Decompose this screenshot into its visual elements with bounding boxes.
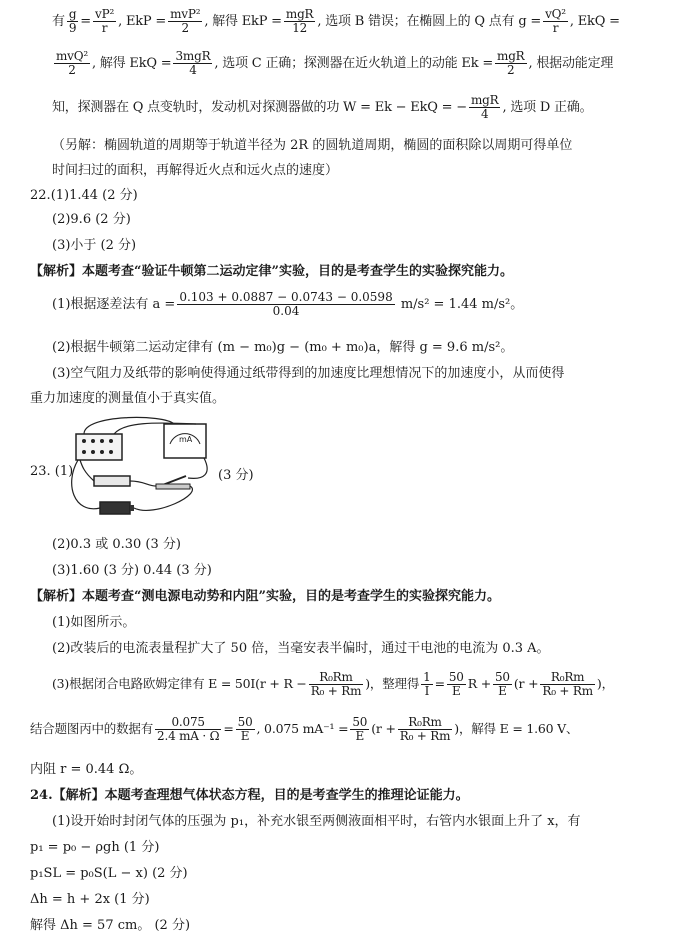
wire [80,460,94,481]
top-line-4: （另解：椭圆轨道的周期等于轨道半径为 2R 的圆轨道周期，椭圆的面积除以周期可得单位 [52,138,573,153]
fraction: $\frac{\text{R₀Rm}}{\text{R₀ + Rm}}$ [310,670,362,698]
switch-base [156,484,190,489]
q23-answer-3: (3)1.60 (3 分) 0.44 (3 分) [52,563,212,578]
q24-step-1: (1)设开始时封闭气体的压强为 p₁，补充水银至两侧液面相平时，右管内水银面上升了 x，有 [52,814,581,829]
q22-answer-2: (2)9.6 (2 分) [52,212,131,227]
q24-eq-3: Δh = h + 2x (1 分) [30,892,150,907]
battery-terminal [130,505,134,511]
top-line-2: $\frac{\text{mvQ²}}{2}$ , 解得 EkQ = $\frac{\text{3mgR}}{4}$ , 选项 C 正确；探测器在近火轨道上的动能 Ek = $\frac{\text{mgR}}{2}$ , 根据动能定理 [56,49,614,77]
fraction: $\frac{50}{E}$ [448,670,464,698]
fraction: $\frac{\text{R₀Rm}}{\text{R₀ + Rm}}$ [542,670,593,698]
question-number: 22. [30,188,51,203]
fraction: $\frac{g}{9}$ [68,7,77,35]
analysis-tag: 【解析】 [30,589,83,604]
q24-eq-2: p₁SL = p₀S(L − x) (2 分) [30,866,188,881]
fraction: $\frac{\text{mvQ²}}{2}$ [56,49,89,77]
q23-answer-2: (2)0.3 或 0.30 (3 分) [52,537,181,552]
q23-score-1: (3 分) [218,468,254,483]
q23-step-2: (2)改装后的电流表量程扩大了 50 倍，当毫安表半偏时，通过干电池的电流为 0.3 A。 [52,641,550,656]
q23-step-3-end: 内阻 r = 0.44 Ω。 [30,762,143,777]
q24-eq-1: p₁ = p₀ − ρgh (1 分) [30,840,160,855]
q23-analysis: 【解析】本题考查“测电源电动势和内阻”实验，目的是考查学生的实验探究能力。 [30,589,500,604]
fraction: $\frac{\text{mgR}}{2}$ [497,49,525,77]
resistance-box [76,434,122,460]
analysis-tag: 【解析】 [52,788,105,803]
meter-label: mA [179,435,193,444]
top-line-1: 有 $\frac{g}{9}$ = $\frac{\text{vP²}}{r}$ , EkP = $\frac{\text{mvP²}}{2}$ , 解得 EkP = $\frac{\text{mgR}}{12}$ , 选项 B 错误；在椭圆上的 Q 点有 g = $\frac{\text{vQ²}}{r}$ , EkQ = [52,7,620,35]
fraction: $\frac{\text{mvP²}}{2}$ [170,7,201,35]
fraction: $\frac{50}{E}$ [237,715,253,743]
q22-step-3-cont: 重力加速度的测量值小于真实值。 [30,391,226,406]
fraction: $\frac{50}{E}$ [495,670,510,698]
fraction: $\frac{\text{R₀Rm}}{\text{R₀ + Rm}}$ [399,715,451,743]
fraction: $\frac{1}{I}$ [423,670,431,698]
top-line-5: 时间扫过的面积，再解得近火点和远火点的速度） [52,163,339,178]
question-number: 24. [30,788,53,803]
analysis-tag: 【解析】 [30,264,83,279]
wire [134,486,192,510]
fraction: $\frac{\text{3mgR}}{4}$ [175,49,211,77]
fraction: $\frac{\text{vP²}}{r}$ [95,7,115,35]
q22-step-3: (3)空气阻力及纸带的影响使得通过纸带得到的加速度比理想情况下的加速度小，从而使得 [52,366,565,381]
q22-analysis: 【解析】本题考查“验证牛顿第二运动定律”实验，目的是考查学生的实验探究能力。 [30,264,513,279]
fraction: $\frac{0.075}{2.4 mA \cdot \Omega}$ [157,715,220,743]
wire [130,481,156,486]
fraction: $\frac{\text{mgR}}{12}$ [285,7,314,35]
q22-answer-1: 22.(1)1.44 (2 分) [30,188,138,203]
q22-step-2: (2)根据牛顿第二运动定律有 (m − m₀)g − (m₀ + m₀)a，解得 g = 9.6 m/s²。 [52,340,514,355]
q24-analysis: 24.【解析】本题考查理想气体状态方程，目的是考查学生的推理论证能力。 [30,788,469,803]
top-line-3: 知，探测器在 Q 点变轨时，发动机对探测器做的功 W = Ek − EkQ = − $\frac{\text{mgR}}{4}$ , 选项 D 正确。 [52,93,593,121]
q23-step-3-cont: 结合题图丙中的数据有 $\frac{0.075}{2.4 mA \cdot \Omega}$ = $\frac{50}{E}$ , 0.075 mA⁻¹ = $\frac{50}{E}$ (r + $\frac{\text{R₀Rm}}{\text{R₀ + Rm}}$ )，解得 E = 1.60 V、 [30,715,579,743]
circuit-diagram [64,414,214,524]
q22-step-1: (1)根据逐差法有 a = $\frac{0.103 + 0.0887 - 0.0743 - 0.0598}{0.04}$ m/s² = 1.44 m/s²。 [52,290,524,318]
fraction: $\frac{50}{E}$ [352,715,368,743]
fraction: $\frac{\text{vQ²}}{r}$ [545,7,566,35]
q22-answer-3: (3)小于 (2 分) [52,238,137,253]
q23-step-3: (3)根据闭合电路欧姆定律有 E = 50I(r + R − $\frac{\text{R₀Rm}}{\text{R₀ + Rm}}$ )，整理得 $\frac{1}{I}$ = $\frac{50}{E}$ R + $\frac{50}{E}$ (r + $\frac{\text{R₀Rm}}{\text{R₀ + Rm}}$ )， [52,670,614,698]
wire [188,458,207,478]
q23-step-1: (1)如图所示。 [52,615,136,630]
fixed-resistor [94,476,130,486]
question-number: 23. (1) [30,464,74,479]
fraction: $\frac{\text{mgR}}{4}$ [470,93,499,121]
q24-result: 解得 Δh = 57 cm。 (2 分) [30,918,191,933]
battery [100,502,130,514]
fraction: $\frac{0.103 + 0.0887 - 0.0743 - 0.0598}{0.04}$ [179,290,393,318]
